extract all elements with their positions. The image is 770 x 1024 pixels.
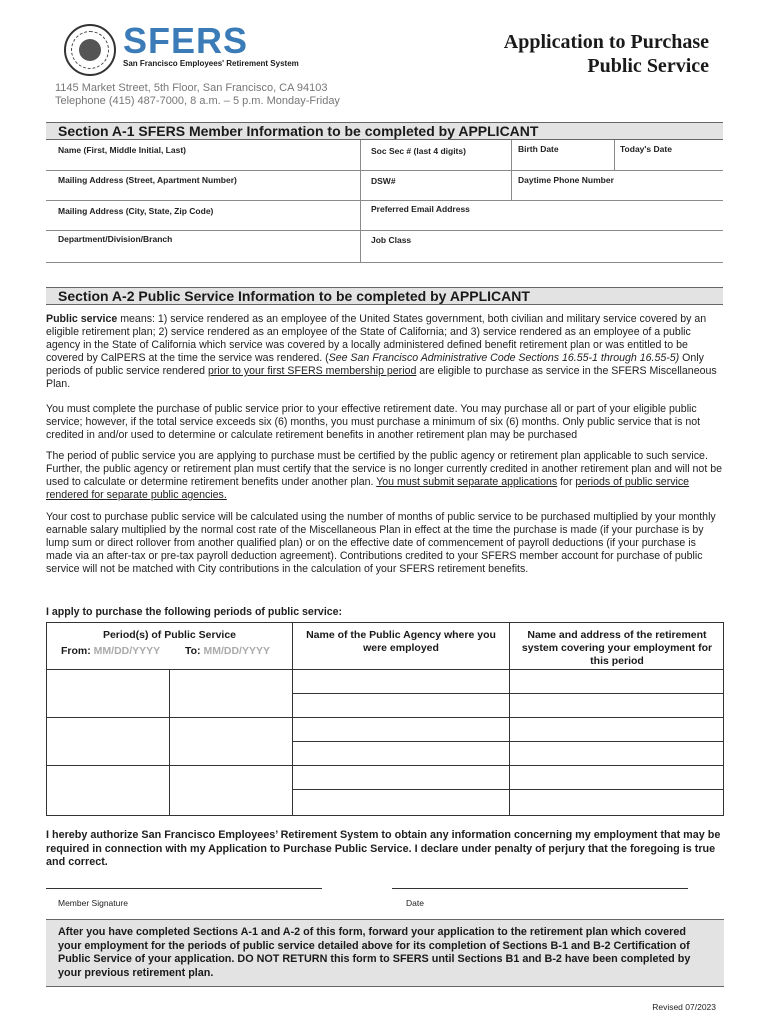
section-a1-title: Section A-1 SFERS Member Information to be completed by APPLICANT — [58, 123, 539, 139]
soc-sec-field[interactable]: Soc Sec # (last 4 digits) — [371, 146, 466, 156]
from-label: From: — [61, 645, 91, 657]
mailing-street-field[interactable]: Mailing Address (Street, Apartment Number) — [58, 175, 237, 185]
separate-agencies-emphasis: periods of public service rendered for separate public agencies. — [46, 476, 690, 501]
certification-paragraph — [46, 450, 724, 502]
to-date-field[interactable] — [185, 645, 270, 658]
job-class-field[interactable]: Job Class — [371, 235, 412, 245]
address-line: 1145 Market Street, 5th Floor, San Francisco, CA 94103 — [55, 82, 328, 94]
certification-text-2: for — [557, 476, 576, 488]
revision-date: Revised 07/2023 — [652, 1002, 716, 1012]
date-label: Date — [406, 898, 424, 908]
document-title — [449, 30, 709, 78]
apply-heading: I apply to purchase the following periods of public service: — [46, 606, 343, 618]
definition-text: means: 1) service rendered as an employee of the United States government, both civilian and military service covered by an eligible retirement plan; 2) service rendered as an employee of the State of California; and 3) service rendered as an employee of a public agency in the State of California which service was covered by a locally administered defined benefit retirement plan or was entitled to be covered by CalPERS at the time the service was rendered. ( — [46, 313, 707, 364]
admin-code-reference: See San Francisco Administrative Code Sections 16.55-1 through 16.55-5) — [328, 352, 680, 364]
sfers-logo-subtitle: San Francisco Employees' Retirement System — [123, 59, 299, 68]
definition-text-2: Only periods of public service rendered — [46, 352, 704, 377]
section-a2-title: Section A-2 Public Service Information to be completed by APPLICANT — [58, 288, 530, 304]
sf-city-seal-icon — [64, 24, 116, 76]
telephone-line: Telephone (415) 487-7000, 8 a.m. – 5 p.m. Monday-Friday — [55, 95, 340, 107]
mailing-city-field[interactable]: Mailing Address (City, State, Zip Code) — [58, 206, 214, 216]
birth-date-field[interactable]: Birth Date — [518, 144, 559, 154]
to-placeholder: MM/DD/YYYY — [203, 645, 270, 657]
from-date-field[interactable] — [61, 645, 160, 658]
title-line-1: Application to Purchase — [503, 31, 709, 53]
forwarding-notice: After you have completed Sections A-1 and A-2 of this form, forward your application to the retirement plan which covered your employment for the periods of public service detailed above for its completion of Sections B-1 and B-2 Certification of Public Service of your application. DO NOT RETURN this form to SFERS until Sections B1 and B-2 have been completed by your previous retirement plan. — [46, 919, 724, 987]
sfers-logo: SFERS — [123, 20, 249, 61]
email-field[interactable]: Preferred Email Address — [371, 204, 470, 214]
to-label: To: — [185, 645, 201, 657]
authorization-statement: I hereby authorize San Francisco Employees’ Retirement System to obtain any information concerning my employment that may be required in connection with my Application to Purchase Public Service. I declare under penalty of perjury that the foregoing is true and correct. — [46, 829, 721, 868]
title-line-2: Public Service — [587, 55, 709, 77]
agency-column-header: Name of the Public Agency where you were employed — [306, 629, 496, 654]
member-signature-label: Member Signature — [58, 898, 128, 908]
section-a2-header — [46, 287, 723, 305]
definition-text-3: are eligible to purchase as service in the SFERS Miscellaneous Plan. — [46, 365, 717, 390]
public-service-term: Public service — [46, 313, 118, 325]
purchase-timing-paragraph: You must complete the purchase of public service prior to your effective retirement date. You may purchase all or part of your eligible public service; however, if the total service exceeds six (6) months, you must purchase a minimum of six (6) months. Only public service that is not credited in and/or used to determine or calculate retirement benefits in another retirement plan may be purchased — [46, 403, 701, 441]
member-signature-line[interactable] — [46, 888, 322, 889]
member-info-grid — [46, 140, 723, 263]
period-column-header: Period(s) of Public Service — [102, 629, 237, 641]
certification-text: The period of public service you are applying to purchase must be certified by the public agency or retirement plan applicable to such service. Further, the public agency or retirement plan must certify that the service is no longer currently credited in another retirement plan and will not be used to calculate or determine retirement benefits under another plan. — [46, 450, 722, 488]
public-service-definition — [46, 313, 724, 391]
separate-applications-emphasis: You must submit separate applications — [376, 476, 558, 488]
service-periods-table — [46, 622, 724, 816]
section-a1-header — [46, 122, 723, 140]
eligibility-emphasis: prior to your first SFERS membership period — [207, 365, 417, 377]
todays-date-field[interactable]: Today's Date — [620, 144, 672, 154]
retirement-system-column-header: Name and address of the retirement system covering your employment for this period — [521, 629, 713, 667]
office-address — [55, 82, 340, 108]
name-field[interactable]: Name (First, Middle Initial, Last) — [58, 145, 186, 155]
dsw-field[interactable]: DSW# — [371, 176, 396, 186]
department-field[interactable]: Department/Division/Branch — [58, 234, 173, 244]
from-placeholder: MM/DD/YYYY — [93, 645, 161, 657]
date-signature-line[interactable] — [392, 888, 688, 889]
cost-paragraph: Your cost to purchase public service will be calculated using the number of months of public service to be purchased multiplied by your monthly earnable salary multiplied by the normal cost rate of the Miscellaneous Plan in effect at the time the purchase is made (if your purchase is by lump sum or direct rollover from another qualified plan) or on the effective date of commencement of payroll deductions (if your purchase is made via an after-tax or pre-tax payroll deduction agreement). Contributions credited to your SFERS member account for purchase of public service will not be matched with City contributions in the calculation of your SFERS retirement benefits. — [46, 511, 716, 575]
daytime-phone-field[interactable]: Daytime Phone Number — [518, 175, 614, 185]
